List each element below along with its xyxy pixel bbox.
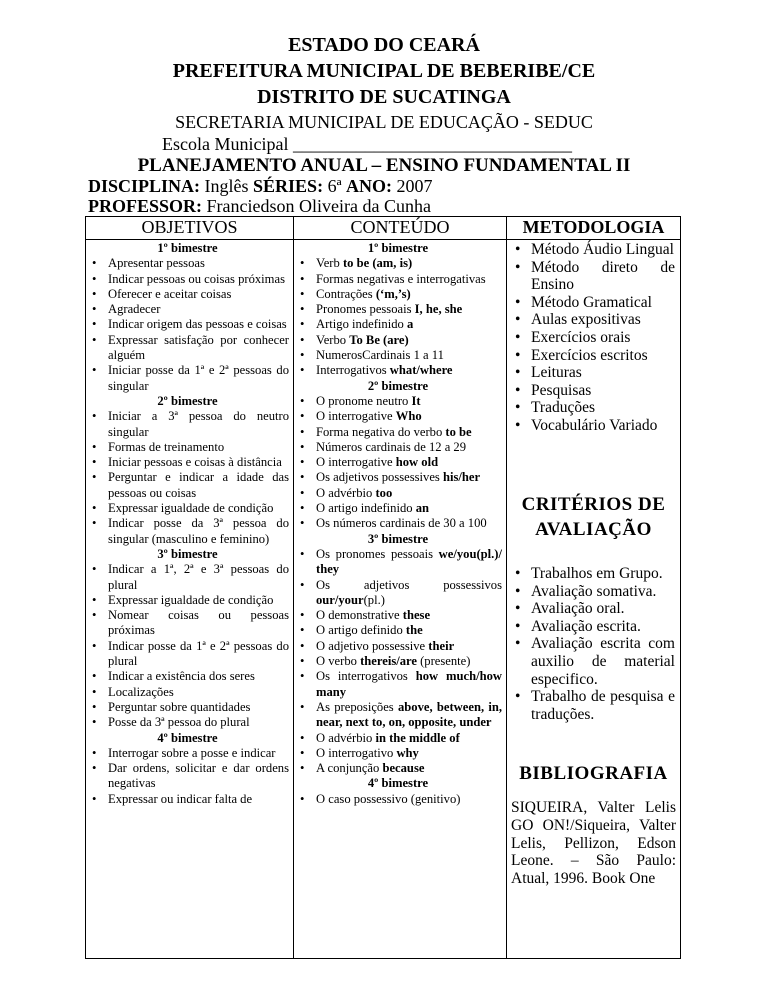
conteudo-text: NumerosCardinais 1 a 11 <box>316 348 444 363</box>
bullet-icon: • <box>92 638 97 653</box>
bullet-icon: • <box>300 363 305 378</box>
objetivo-item <box>86 317 289 332</box>
bullet-icon: • <box>300 348 305 363</box>
bullet-icon: • <box>92 455 97 470</box>
objetivo-text: Expressar igualdade de condição <box>108 592 274 607</box>
conteudo-text: (pl.) <box>363 592 385 607</box>
conteudo-item <box>294 608 502 623</box>
conteudo-column <box>294 217 506 958</box>
conteudo-emphasis: we/you(pl.)/ they <box>316 546 502 577</box>
conteudo-emphasis: Who <box>395 409 422 424</box>
conteudo-emphasis: these <box>402 608 431 623</box>
objetivo-text: Indicar origem das pessoas e coisas <box>108 317 287 332</box>
conteudo-text: O adjetivo possessive <box>316 638 429 653</box>
criterios-list <box>507 565 675 723</box>
conteudo-text: O advérbio <box>316 730 376 745</box>
conteudo-item <box>294 578 502 609</box>
objetivo-item <box>86 455 289 470</box>
objetivo-text: Indicar a 1ª, 2ª e 3ª pessoas do plural <box>108 562 289 592</box>
conteudo-emphasis: to be (am, is) <box>342 256 413 271</box>
conteudo-text: Os interrogativos <box>316 669 416 684</box>
bullet-icon: • <box>515 565 521 582</box>
bullet-icon: • <box>300 271 305 286</box>
bullet-icon: • <box>92 516 97 531</box>
metodologia-text: Vocabulário Variado <box>531 416 658 434</box>
bullet-icon: • <box>515 328 521 346</box>
bullet-icon: • <box>300 455 305 470</box>
conteudo-text: Pronomes pessoais <box>316 302 415 317</box>
metodologia-text: Pesquisas <box>531 381 592 399</box>
conteudo-text: Os adjetivos possessives <box>316 470 443 485</box>
bullet-icon: • <box>92 332 97 347</box>
header-secretariat: SECRETARIA MUNICIPAL DE EDUCAÇÃO - SEDUC <box>175 112 593 132</box>
objetivo-item <box>86 516 289 547</box>
series-value: 6ª <box>323 176 347 196</box>
bullet-icon: • <box>515 258 521 276</box>
header-prefecture: PREFEITURA MUNICIPAL DE BEBERIBE/CE <box>172 60 596 82</box>
metodologia-item <box>507 241 675 259</box>
conteudo-item <box>294 440 502 455</box>
bullet-icon: • <box>92 592 97 607</box>
header-district: DISTRITO DE SUCATINGA <box>257 86 511 108</box>
conteudo-text: Contrações <box>316 286 376 301</box>
objetivo-text: Expressar igualdade de condição <box>108 501 274 516</box>
conteudo-item <box>294 623 502 638</box>
criterio-item <box>507 635 675 688</box>
metodologia-item <box>507 259 675 294</box>
conteudo-text: Verbo <box>316 332 350 347</box>
objetivo-text: Indicar posse da 3ª pessoa do singular (masculino e feminino) <box>108 516 289 546</box>
objetivo-text: Indicar posse da 1ª e 2ª pessoas do plural <box>108 638 289 669</box>
bimestre-heading: 1º bimestre <box>157 241 218 255</box>
objetivo-item <box>86 409 289 440</box>
conteudo-emphasis: to be <box>445 424 472 439</box>
metodologia-text: Método Gramatical <box>531 293 652 311</box>
metodologia-list <box>507 241 680 435</box>
conteudo-emphasis: (‘m,’s) <box>375 286 411 301</box>
bullet-icon: • <box>515 381 521 399</box>
conteudo-emphasis: a <box>406 317 414 332</box>
discipline-label: DISCIPLINA: <box>88 176 201 196</box>
conteudo-text: Números cardinais de 12 a 29 <box>316 439 467 454</box>
conteudo-emphasis: thereis/are <box>360 654 417 669</box>
conteudo-item <box>294 363 502 378</box>
criterio-text: Avaliação escrita. <box>531 617 641 635</box>
metodologia-column <box>507 217 680 958</box>
objetivo-item <box>86 363 289 394</box>
conteudo-list <box>294 241 506 807</box>
header-school: Escola Municipal _______________________________ <box>162 134 572 154</box>
bullet-icon: • <box>300 439 305 454</box>
conteudo-text: O advérbio <box>316 485 376 500</box>
conteudo-emphasis: why <box>396 745 419 760</box>
discipline-value: Inglês <box>200 176 254 196</box>
bullet-icon: • <box>515 293 521 311</box>
conteudo-emphasis: their <box>428 638 455 653</box>
bimestre-heading: 2º bimestre <box>157 393 218 408</box>
bullet-icon: • <box>300 393 305 408</box>
conteudo-text: As preposições <box>316 699 398 714</box>
conteudo-emphasis: because <box>382 761 425 776</box>
bullet-icon: • <box>300 256 305 271</box>
bimestre-heading: 4º bimestre <box>367 776 429 791</box>
bullet-icon: • <box>300 516 305 531</box>
objetivo-item <box>86 470 289 501</box>
conteudo-header: CONTEÚDO <box>350 217 450 237</box>
bullet-icon: • <box>92 271 97 286</box>
objetivo-item <box>86 440 289 455</box>
bullet-icon: • <box>92 256 97 271</box>
bullet-icon: • <box>515 399 521 417</box>
objetivo-item <box>86 593 289 608</box>
conteudo-emphasis: an <box>415 501 429 516</box>
metodologia-item <box>507 294 675 312</box>
bullet-icon: • <box>300 745 305 760</box>
bullet-icon: • <box>300 485 305 500</box>
conteudo-item <box>294 455 502 470</box>
bullet-icon: • <box>92 699 97 714</box>
bullet-icon: • <box>92 470 97 485</box>
objetivo-text: Expressar ou indicar falta de <box>108 791 253 806</box>
conteudo-item <box>294 761 502 776</box>
bullet-icon: • <box>515 346 521 364</box>
bullet-icon: • <box>300 791 305 806</box>
objetivo-item <box>86 639 289 670</box>
bullet-icon: • <box>300 699 305 714</box>
conteudo-item <box>294 746 502 761</box>
objetivo-item <box>86 792 289 807</box>
metodologia-text: Exercícios orais <box>531 328 631 346</box>
objetivos-list <box>86 241 293 807</box>
bullet-icon: • <box>92 302 97 317</box>
bullet-icon: • <box>300 623 305 638</box>
conteudo-emphasis: how much/how many <box>316 669 503 699</box>
criterio-text: Avaliação escrita com auxilio de material especifico. <box>531 635 675 688</box>
objetivo-text: Dar ordens, solicitar e dar ordens negativas <box>108 761 289 791</box>
bullet-icon: • <box>515 688 521 706</box>
objetivo-text: Perguntar sobre quantidades <box>108 699 251 714</box>
conteudo-text: O interrogative <box>316 409 396 424</box>
objetivo-text: Apresentar pessoas <box>108 256 205 271</box>
conteudo-item <box>294 486 502 501</box>
bullet-icon: • <box>300 608 305 623</box>
bullet-icon: • <box>515 582 521 600</box>
conteudo-text: Verb <box>316 256 343 271</box>
objetivo-item <box>86 700 289 715</box>
professor-label: PROFESSOR: <box>88 196 203 216</box>
objetivo-text: Iniciar pessoas e coisas à distância <box>108 455 282 470</box>
criterio-text: Trabalho de pesquisa e traduções. <box>531 688 675 723</box>
bullet-icon: • <box>92 439 97 454</box>
year-value: 2007 <box>392 176 433 196</box>
bullet-icon: • <box>92 409 97 424</box>
objetivo-text: Indicar a existência dos seres <box>108 669 255 684</box>
conteudo-text: Os adjetivos possessivos <box>316 577 502 592</box>
bullet-icon: • <box>92 684 97 699</box>
bullet-icon: • <box>92 363 97 378</box>
conteudo-text: O verbo <box>316 654 361 669</box>
conteudo-item <box>294 409 502 424</box>
conteudo-text: Os pronomes pessoais <box>316 546 439 561</box>
criterio-text: Avaliação oral. <box>531 600 625 618</box>
conteudo-item <box>294 425 502 440</box>
objetivo-item <box>86 272 289 287</box>
criterio-item <box>507 618 675 636</box>
bullet-icon: • <box>300 409 305 424</box>
discipline-line <box>88 177 433 195</box>
conteudo-item <box>294 669 502 700</box>
objetivo-text: Iniciar a 3ª pessoa do neutro singular <box>108 409 289 439</box>
bullet-icon: • <box>515 600 521 618</box>
objetivo-text: Expressar satisfação por conhecer alguém <box>108 332 289 363</box>
criterio-item <box>507 600 675 618</box>
objetivo-text: Iniciar posse da 1ª e 2ª pessoas do singular <box>108 363 289 393</box>
conteudo-emphasis: To Be (are) <box>349 332 409 347</box>
metodologia-text: Leituras <box>531 364 582 382</box>
objetivo-item <box>86 562 289 593</box>
bullet-icon: • <box>92 715 97 730</box>
criterio-text: Trabalhos em Grupo. <box>531 565 663 582</box>
bullet-icon: • <box>300 286 305 301</box>
objetivo-text: Formas de treinamento <box>108 439 225 454</box>
metodologia-item <box>507 311 675 329</box>
objetivo-item <box>86 256 289 271</box>
conteudo-text: O artigo definido <box>316 623 406 638</box>
conteudo-item <box>294 333 502 348</box>
conteudo-item <box>294 256 502 271</box>
bullet-icon: • <box>515 364 521 382</box>
conteudo-text: Interrogativos <box>316 363 390 378</box>
criterios-title <box>507 492 680 542</box>
conteudo-item <box>294 317 502 332</box>
bullet-icon: • <box>300 302 305 317</box>
metodologia-text: Aulas expositivas <box>531 311 641 329</box>
objetivo-text: Agradecer <box>108 302 161 317</box>
metodologia-item <box>507 399 675 417</box>
objetivos-column <box>86 217 293 958</box>
bimestre-heading: 1º bimestre <box>367 241 429 255</box>
professor-value: Franciedson Oliveira da Cunha <box>202 196 431 216</box>
conteudo-text: Artigo indefinido <box>316 317 407 332</box>
metodologia-item <box>507 417 675 435</box>
bullet-icon: • <box>92 745 97 760</box>
conteudo-emphasis: I, he, she <box>414 302 463 317</box>
objetivo-item <box>86 761 289 792</box>
conteudo-item <box>294 547 502 578</box>
metodologia-item <box>507 347 675 365</box>
criterio-text: Avaliação somativa. <box>531 582 657 600</box>
bullet-icon: • <box>92 286 97 301</box>
bullet-icon: • <box>92 608 97 623</box>
criterio-item <box>507 688 675 723</box>
conteudo-emphasis: our/your <box>316 592 364 607</box>
bullet-icon: • <box>300 424 305 439</box>
metodologia-header: METODOLOGIA <box>522 217 665 237</box>
bullet-icon: • <box>515 311 521 329</box>
objetivo-item <box>86 746 289 761</box>
criterios-title-line-1: CRITÉRIOS DE <box>521 494 666 515</box>
bullet-icon: • <box>515 635 521 653</box>
objetivo-text: Localizações <box>108 684 174 699</box>
conteudo-item <box>294 654 502 669</box>
conteudo-item <box>294 700 502 731</box>
conteudo-text: Formas negativas e interrogativas <box>316 271 486 286</box>
conteudo-item <box>294 792 502 807</box>
bullet-icon: • <box>300 501 305 516</box>
bullet-icon: • <box>92 791 97 806</box>
conteudo-item <box>294 516 502 531</box>
conteudo-text: O caso possessivo (genitivo) <box>316 791 461 806</box>
metodologia-text: Método direto de Ensino <box>531 258 675 294</box>
conteudo-emphasis: what/where <box>389 363 453 378</box>
bullet-icon: • <box>300 761 305 776</box>
conteudo-item <box>294 639 502 654</box>
conteudo-emphasis: his/her <box>442 470 481 485</box>
plan-title: PLANEJAMENTO ANUAL – ENSINO FUNDAMENTAL II <box>137 155 631 176</box>
bullet-icon: • <box>515 617 521 635</box>
objetivo-text: Perguntar e indicar a idade das pessoas ou coisas <box>108 470 289 500</box>
bullet-icon: • <box>300 317 305 332</box>
bullet-icon: • <box>300 577 305 592</box>
objetivo-item <box>86 685 289 700</box>
conteudo-text: O interrogative <box>316 455 396 470</box>
conteudo-item <box>294 348 502 363</box>
bibliografia-title: BIBLIOGRAFIA <box>519 763 668 784</box>
conteudo-text: O pronome neutro <box>316 393 412 408</box>
objetivo-text: Indicar pessoas ou coisas próximas <box>108 271 285 286</box>
conteudo-emphasis: too <box>375 485 393 500</box>
metodologia-text: Traduções <box>531 399 596 417</box>
objetivo-item <box>86 715 289 730</box>
bullet-icon: • <box>300 470 305 485</box>
conteudo-text: (presente) <box>416 654 471 669</box>
conteudo-emphasis: above, between, in, near, next to, on, opposite, under <box>316 699 503 730</box>
conteudo-item <box>294 287 502 302</box>
objetivo-text: Oferecer e aceitar coisas <box>108 286 232 301</box>
bimestre-heading: 3º bimestre <box>157 546 218 561</box>
conteudo-item <box>294 302 502 317</box>
conteudo-item <box>294 731 502 746</box>
conteudo-item <box>294 470 502 485</box>
objetivo-item <box>86 333 289 364</box>
bullet-icon: • <box>300 730 305 745</box>
criterios-title-line-2: AVALIAÇÃO <box>535 519 652 540</box>
bibliografia-text: SIQUEIRA, Valter Lelis GO ON!/Siqueira, Valter Lelis, Pellizon, Edson Leone. – São Paulo: Atual, 1996. Book One <box>511 799 676 888</box>
professor-line <box>88 197 431 215</box>
bimestre-heading: 2º bimestre <box>367 378 429 393</box>
objetivo-item <box>86 608 289 639</box>
bullet-icon: • <box>515 416 521 434</box>
objetivo-text: Nomear coisas ou pessoas próximas <box>108 608 289 638</box>
objetivo-item <box>86 287 289 302</box>
conteudo-emphasis: the <box>405 623 423 638</box>
metodologia-item <box>507 364 675 382</box>
metodologia-item <box>507 382 675 400</box>
conteudo-emphasis: It <box>411 393 421 408</box>
objetivo-text: Interrogar sobre a posse e indicar <box>108 745 276 760</box>
metodologia-item <box>507 329 675 347</box>
conteudo-text: O interrogativo <box>316 745 397 760</box>
criterio-item <box>507 583 675 601</box>
bullet-icon: • <box>92 501 97 516</box>
objetivo-item <box>86 501 289 516</box>
conteudo-item <box>294 394 502 409</box>
objetivo-item <box>86 302 289 317</box>
conteudo-emphasis: how old <box>395 455 439 470</box>
bimestre-heading: 3º bimestre <box>367 531 429 546</box>
bullet-icon: • <box>300 546 305 561</box>
conteudo-emphasis: in the middle of <box>375 730 460 745</box>
bullet-icon: • <box>92 669 97 684</box>
objetivo-text: Posse da 3ª pessoa do plural <box>108 715 250 730</box>
bullet-icon: • <box>515 241 521 258</box>
series-label: SÉRIES: <box>253 176 324 196</box>
conteudo-text: Os números cardinais de 30 a 100 <box>316 516 487 531</box>
header-state: ESTADO DO CEARÁ <box>288 34 480 56</box>
bullet-icon: • <box>300 669 305 684</box>
planning-table <box>85 216 681 959</box>
conteudo-text: A conjunção <box>316 761 383 776</box>
conteudo-item <box>294 272 502 287</box>
metodologia-text: Exercícios escritos <box>531 346 648 364</box>
objetivo-item <box>86 669 289 684</box>
bullet-icon: • <box>300 332 305 347</box>
bullet-icon: • <box>92 562 97 577</box>
objetivos-header: OBJETIVOS <box>141 217 238 237</box>
conteudo-text: O artigo indefinido <box>316 501 416 516</box>
bullet-icon: • <box>300 638 305 653</box>
bullet-icon: • <box>92 761 97 776</box>
bimestre-heading: 4º bimestre <box>157 730 218 745</box>
metodologia-text: Método Áudio Lingual <box>531 241 674 258</box>
conteudo-text: O demonstrative <box>316 608 403 623</box>
conteudo-text: Forma negativa do verbo <box>316 424 446 439</box>
conteudo-item <box>294 501 502 516</box>
bullet-icon: • <box>300 654 305 669</box>
year-label: ANO: <box>346 176 393 196</box>
criterio-item <box>507 565 675 583</box>
bullet-icon: • <box>92 317 97 332</box>
